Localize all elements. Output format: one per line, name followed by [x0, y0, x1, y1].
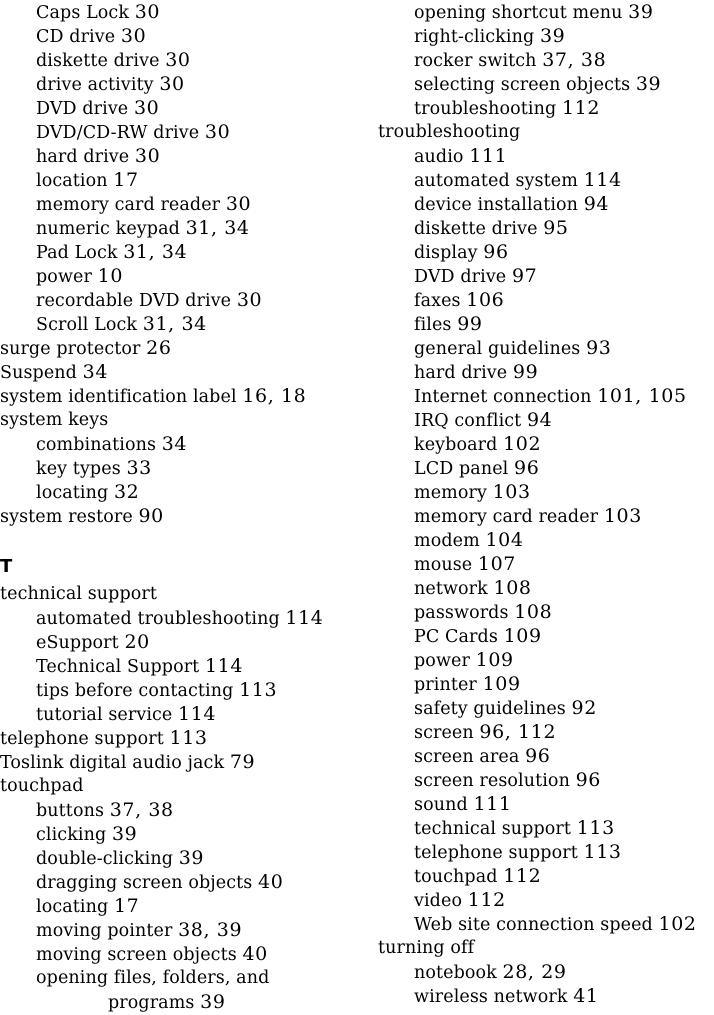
index-subentry	[378, 600, 714, 624]
index-term: clicking	[36, 825, 107, 845]
index-page-ref[interactable]: 39	[539, 25, 566, 47]
index-subentry	[0, 72, 360, 96]
index-page-ref[interactable]: 107	[477, 553, 516, 575]
index-page-ref[interactable]: 30	[120, 25, 147, 47]
index-page-ref[interactable]: 17	[113, 169, 139, 191]
index-page-ref[interactable]: 112	[503, 865, 542, 887]
index-page-ref[interactable]: 33	[126, 457, 152, 479]
index-page-ref[interactable]: 114	[583, 169, 622, 191]
index-subentry	[378, 288, 714, 312]
index-subentry	[378, 216, 714, 240]
index-page-ref[interactable]: 101, 105	[597, 385, 687, 407]
index-subentry	[378, 528, 714, 552]
index-term: tutorial service	[36, 705, 173, 725]
index-page-ref[interactable]: 79	[229, 751, 256, 773]
index-subentry	[378, 48, 714, 72]
index-subentry	[0, 288, 360, 312]
index-subentry	[378, 72, 714, 96]
index-page-ref[interactable]: 38, 39	[178, 919, 243, 941]
index-term: system restore	[0, 507, 133, 527]
index-subentry	[378, 240, 714, 264]
index-page-ref[interactable]: 30	[159, 73, 185, 95]
index-subentry	[0, 168, 360, 192]
index-page-ref[interactable]: 114	[178, 703, 217, 725]
index-page-ref[interactable]: 16, 18	[242, 385, 307, 407]
index-term: memory card reader	[414, 507, 599, 527]
index-page-ref[interactable]: 108	[514, 601, 553, 623]
index-page-ref[interactable]: 109	[503, 625, 542, 647]
index-page-ref[interactable]: 114	[285, 607, 324, 629]
index-subentry	[0, 144, 360, 168]
index-subentry	[0, 918, 360, 942]
index-term: keyboard	[414, 435, 498, 455]
section-spacer	[0, 528, 360, 552]
index-page-ref[interactable]: 40	[258, 871, 284, 893]
index-page-ref[interactable]: 31, 34	[123, 241, 188, 263]
index-term: Caps Lock	[36, 3, 130, 23]
index-subentry	[378, 408, 714, 432]
index-term: mouse	[414, 555, 473, 575]
index-subentry	[0, 264, 360, 288]
index-page-ref[interactable]: 31, 34	[142, 313, 207, 335]
index-term: touchpad	[414, 867, 498, 887]
index-page-ref[interactable]: 109	[475, 649, 514, 671]
index-term: wireless network	[414, 987, 568, 1007]
index-entry	[0, 504, 360, 528]
index-entry	[0, 582, 360, 606]
index-page-ref[interactable]: 97	[511, 265, 538, 287]
index-page-ref[interactable]: 99	[457, 313, 483, 335]
index-term: combinations	[36, 435, 157, 455]
index-term: files	[414, 315, 452, 335]
index-term: DVD drive	[36, 99, 129, 119]
index-subentry	[378, 672, 714, 696]
index-page-ref[interactable]: 28, 29	[502, 961, 567, 983]
index-subentry	[378, 192, 714, 216]
index-subentry	[0, 24, 360, 48]
index-term: screen resolution	[414, 771, 570, 791]
index-term: system identification label	[0, 387, 237, 407]
index-page-ref[interactable]: 102	[658, 913, 697, 935]
index-subentry	[378, 96, 714, 120]
index-page-ref[interactable]: 30	[204, 121, 231, 143]
index-subentry	[378, 480, 714, 504]
index-subentry	[0, 846, 360, 870]
index-subentry	[378, 360, 714, 384]
index-subentry	[378, 960, 714, 984]
index-term: technical support	[414, 819, 572, 839]
index-subentry	[0, 870, 360, 894]
index-term: opening files, folders, and	[36, 968, 270, 988]
index-entry	[0, 726, 360, 750]
index-page-ref[interactable]: 39	[111, 823, 138, 845]
index-term: buttons	[36, 801, 105, 821]
index-page-ref[interactable]: 37, 38	[542, 49, 607, 71]
index-subentry	[0, 456, 360, 480]
index-entry	[378, 936, 714, 960]
index-subentry	[378, 792, 714, 816]
index-term: location	[36, 171, 108, 191]
index-term: video	[414, 891, 463, 911]
index-subentry	[0, 480, 360, 504]
index-term: moving pointer	[36, 921, 173, 941]
index-page-ref[interactable]: 30	[134, 1, 161, 23]
index-subentry	[0, 894, 360, 918]
index-term: faxes	[414, 291, 461, 311]
index-page-ref[interactable]: 30	[236, 289, 263, 311]
index-subentry	[0, 240, 360, 264]
index-page-ref[interactable]: 20	[124, 631, 150, 653]
index-page-ref[interactable]: 17	[113, 895, 140, 917]
index-entry	[0, 384, 360, 408]
index-term: automated troubleshooting	[36, 609, 280, 629]
index-term: diskette drive	[414, 219, 538, 239]
index-page-ref[interactable]: 103	[603, 505, 642, 527]
index-page-ref[interactable]: 99	[512, 361, 539, 383]
index-entry	[0, 774, 360, 798]
index-page-ref[interactable]: 113	[576, 817, 615, 839]
index-term: Toslink digital audio jack	[0, 753, 225, 773]
index-page-ref[interactable]: 112	[561, 97, 601, 119]
index-page-ref[interactable]: 92	[571, 697, 597, 719]
index-page-ref[interactable]: 10	[97, 265, 124, 287]
index-term: eSupport	[36, 633, 119, 653]
index-term: power	[36, 267, 92, 287]
index-subentry	[378, 744, 714, 768]
index-subentry	[0, 606, 360, 630]
index-subentry	[378, 264, 714, 288]
index-term: power	[414, 651, 470, 671]
index-subentry	[378, 696, 714, 720]
index-term: surge protector	[0, 339, 141, 359]
index-page-ref[interactable]: 111	[469, 145, 508, 167]
index-subentry	[378, 456, 714, 480]
index-term: audio	[414, 147, 464, 167]
index-term: notebook	[414, 963, 497, 983]
index-column-right	[378, 0, 714, 1008]
index-term: safety guidelines	[414, 699, 566, 719]
index-page-ref[interactable]: 30	[165, 49, 191, 71]
index-subentry	[0, 96, 360, 120]
index-term: network	[414, 579, 488, 599]
index-term: rocker switch	[414, 51, 537, 71]
index-page-ref[interactable]: 96, 112	[479, 721, 557, 743]
index-subentry	[378, 720, 714, 744]
index-term: DVD drive	[414, 267, 507, 287]
index-page-ref[interactable]: 39	[200, 991, 226, 1013]
index-page-ref[interactable]: 113	[169, 727, 208, 749]
index-subentry	[378, 504, 714, 528]
index-subentry	[378, 912, 714, 936]
index-page-ref[interactable]: 96	[525, 745, 551, 767]
index-page-ref[interactable]: 96	[514, 457, 540, 479]
index-subentry	[378, 624, 714, 648]
index-entry	[0, 408, 360, 432]
index-page-ref[interactable]: 96	[575, 769, 601, 791]
index-term: key types	[36, 459, 121, 479]
index-page-ref[interactable]: 95	[543, 217, 569, 239]
index-subentry	[378, 144, 714, 168]
index-term: locating	[36, 483, 109, 503]
index-subentry	[378, 336, 714, 360]
index-page-ref[interactable]: 39	[628, 1, 654, 23]
index-page-ref[interactable]: 34	[82, 361, 109, 383]
index-term: sound	[414, 795, 468, 815]
index-term: automated system	[414, 171, 578, 191]
index-term: memory card reader	[36, 195, 221, 215]
index-page-ref[interactable]: 90	[138, 505, 164, 527]
index-term: telephone support	[414, 843, 578, 863]
index-term: modem	[414, 531, 480, 551]
index-term: Scroll Lock	[36, 315, 138, 335]
index-term: Internet connection	[414, 387, 592, 407]
index-subentry	[378, 864, 714, 888]
index-page-ref[interactable]: 30	[133, 97, 160, 119]
index-page-ref[interactable]: 104	[485, 529, 524, 551]
index-subentry	[0, 192, 360, 216]
index-subentry	[378, 816, 714, 840]
index-subentry	[378, 984, 714, 1008]
index-term: tips before contacting	[36, 681, 234, 701]
index-page-ref[interactable]: 111	[473, 793, 512, 815]
index-page-ref[interactable]: 40	[242, 943, 268, 965]
index-term: general guidelines	[414, 339, 581, 359]
index-page-ref[interactable]: 94	[526, 409, 553, 431]
index-subentry	[378, 840, 714, 864]
index-page-ref[interactable]: 113	[239, 679, 278, 701]
index-term: diskette drive	[36, 51, 160, 71]
index-term: screen	[414, 723, 474, 743]
index-term: system keys	[0, 410, 109, 430]
index-term: PC Cards	[414, 627, 498, 647]
index-page-ref[interactable]: 102	[503, 433, 542, 455]
index-term: locating	[36, 897, 109, 917]
index-subentry	[0, 702, 360, 726]
index-subentry	[0, 216, 360, 240]
index-term: programs	[108, 993, 195, 1013]
index-subentry	[0, 654, 360, 678]
index-term: Technical Support	[36, 657, 200, 677]
index-subentry	[0, 432, 360, 456]
index-subentry	[0, 942, 360, 966]
index-subentry	[0, 0, 360, 24]
index-page-ref[interactable]: 37, 38	[109, 799, 174, 821]
index-page-ref[interactable]: 31, 34	[185, 217, 250, 239]
index-term: double-clicking	[36, 849, 174, 869]
index-section-letter: T	[0, 556, 13, 577]
index-term: DVD/CD-RW drive	[36, 123, 200, 143]
index-subentry	[0, 120, 360, 144]
index-page-ref[interactable]: 39	[635, 73, 662, 95]
index-term: Web site connection speed	[414, 915, 653, 935]
index-subentry	[0, 966, 360, 990]
index-term: screen area	[414, 747, 520, 767]
index-subentry	[0, 630, 360, 654]
index-term: drive activity	[36, 75, 154, 95]
index-term: printer	[414, 675, 477, 695]
index-term: touchpad	[0, 776, 84, 796]
index-subentry	[378, 888, 714, 912]
index-page-ref[interactable]: 30	[134, 145, 161, 167]
index-term: passwords	[414, 603, 509, 623]
index-page-ref[interactable]: 103	[492, 481, 531, 503]
index-term: display	[414, 243, 478, 263]
index-subentry	[378, 384, 714, 408]
index-page-ref[interactable]: 93	[586, 337, 612, 359]
index-term: telephone support	[0, 729, 164, 749]
index-term: IRQ conflict	[414, 411, 522, 431]
index-page-ref[interactable]: 32	[113, 481, 140, 503]
index-term: opening shortcut menu	[414, 3, 623, 23]
index-page-ref[interactable]: 114	[204, 655, 244, 677]
index-subentry	[378, 768, 714, 792]
index-subentry	[378, 432, 714, 456]
index-term: technical support	[0, 584, 158, 604]
index-term: numeric keypad	[36, 219, 180, 239]
index-entry	[0, 750, 360, 774]
index-term: LCD panel	[414, 459, 509, 479]
index-page-ref[interactable]: 34	[161, 433, 188, 455]
index-subentry	[0, 312, 360, 336]
index-subentry	[0, 990, 360, 1014]
index-subentry	[378, 576, 714, 600]
index-page-ref[interactable]: 106	[466, 289, 505, 311]
index-term: memory	[414, 483, 487, 503]
index-subentry	[0, 48, 360, 72]
index-entry	[0, 360, 360, 384]
index-subentry	[0, 678, 360, 702]
index-term: hard drive	[414, 363, 508, 383]
index-subentry	[378, 552, 714, 576]
index-term: turning off	[378, 938, 475, 958]
index-page-ref[interactable]: 113	[583, 841, 622, 863]
index-subentry	[378, 168, 714, 192]
index-page-ref[interactable]: 26	[146, 337, 172, 359]
index-entry	[378, 120, 714, 144]
index-page-ref[interactable]: 109	[482, 673, 521, 695]
index-page-ref[interactable]: 41	[573, 985, 599, 1007]
index-page-ref[interactable]: 39	[178, 847, 205, 869]
index-term: moving screen objects	[36, 945, 237, 965]
index-entry	[0, 336, 360, 360]
index-subentry	[378, 312, 714, 336]
index-subentry	[378, 0, 714, 24]
index-term: dragging screen objects	[36, 873, 253, 893]
index-page-ref[interactable]: 96	[483, 241, 509, 263]
index-term: Pad Lock	[36, 243, 118, 263]
index-term: selecting screen objects	[414, 75, 631, 95]
index-subentry	[378, 24, 714, 48]
index-term: CD drive	[36, 27, 116, 47]
index-page-ref[interactable]: 30	[225, 193, 252, 215]
index-subentry	[0, 822, 360, 846]
index-subentry	[0, 798, 360, 822]
index-term: device installation	[414, 195, 579, 215]
index-page-ref[interactable]: 94	[583, 193, 610, 215]
index-term: troubleshooting	[378, 122, 521, 142]
index-term: Suspend	[0, 363, 77, 383]
index-subentry	[378, 648, 714, 672]
index-term: right-clicking	[414, 27, 535, 47]
index-page-ref[interactable]: 108	[493, 577, 532, 599]
index-term: recordable DVD drive	[36, 291, 232, 311]
index-term: troubleshooting	[414, 99, 557, 119]
index-term: hard drive	[36, 147, 130, 167]
index-page-ref[interactable]: 112	[467, 889, 506, 911]
